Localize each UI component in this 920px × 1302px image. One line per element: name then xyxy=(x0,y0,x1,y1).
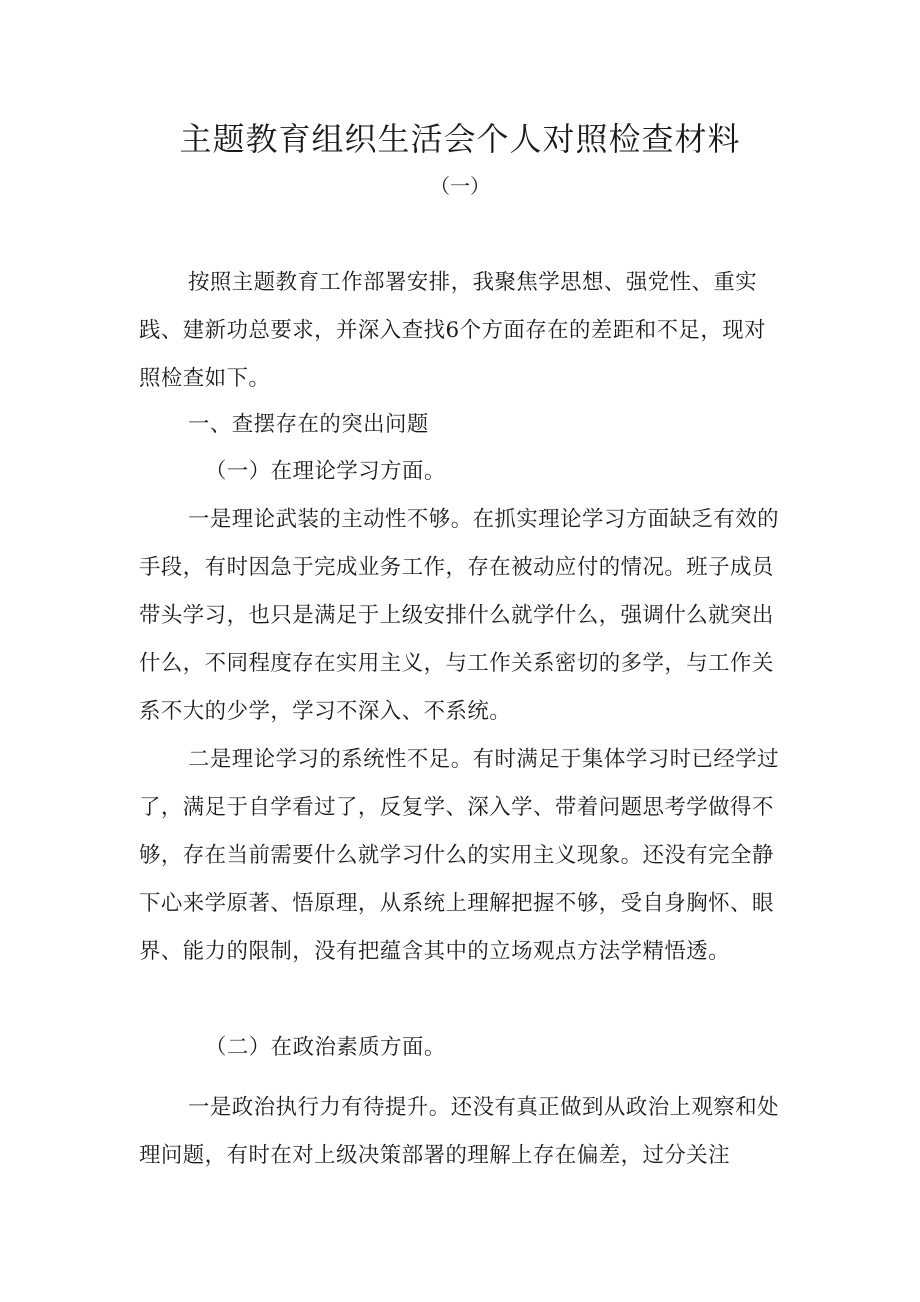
section-heading-1: 一、查摆存在的突出问题 xyxy=(188,412,429,437)
intro-paragraph: 按照主题教育工作部署安排，我聚焦学思想、强党性、重实践、建新功总要求，并深入查找6个方面存在的差距和不足，现对照检查如下。 xyxy=(139,270,767,391)
subsection-heading-1: （一）在理论学习方面。 xyxy=(205,459,446,484)
paragraph-theory-system: 二是理论学习的系统性不足。有时满足于集体学习时已经学过了，满足于自学看过了，反复学、深入学、带着问题思考学做得不够，存在当前需要什么就学习什么的实用主义现象。还没有完全静下心来学原著、悟原理，从系统上理解把握不够，受自身胸怀、眼界、能力的限制，没有把蕴含其中的立场观点方法学精悟透。 xyxy=(139,747,780,964)
paragraph-theory-initiative: 一是理论武装的主动性不够。在抓实理论学习方面缺乏有效的手段，有时因急于完成业务工作，存在被动应付的情况。班子成员带头学习，也只是满足于上级安排什么就学什么，强调什么就突出什么，不同程度存在实用主义，与工作关系密切的多学，与工作关系不大的少学，学习不深入、不系统。 xyxy=(139,507,780,724)
paragraph-political-execution: 一是政治执行力有待提升。还没有真正做到从政治上观察和处理问题，有时在对上级决策部署的理解上存在偏差，过分关注 xyxy=(139,1095,780,1168)
document-subtitle: （一） xyxy=(430,174,490,198)
subsection-heading-2: （二）在政治素质方面。 xyxy=(205,1035,446,1060)
document-title: 主题教育组织生活会个人对照检查材料 xyxy=(179,120,741,158)
